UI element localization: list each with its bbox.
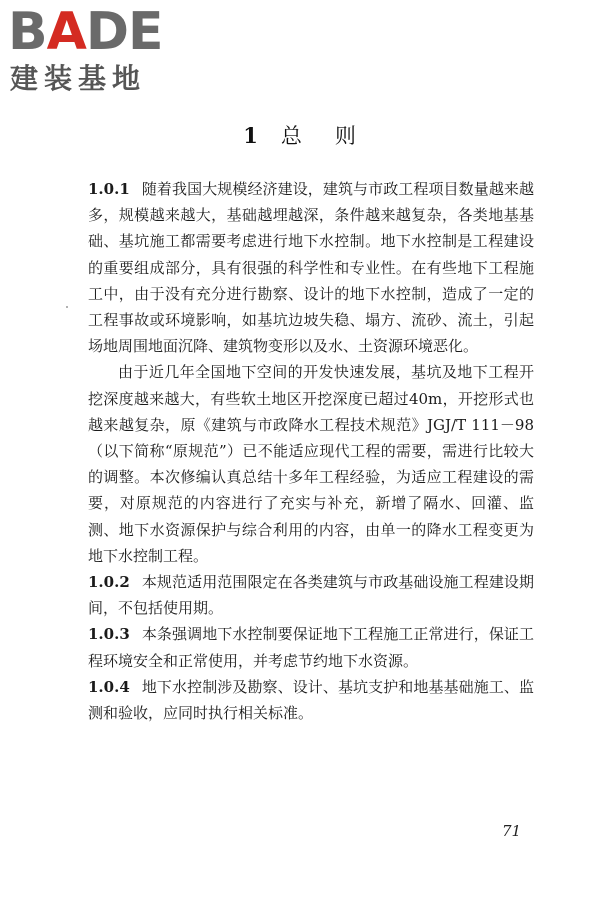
clause-text: 本条强调地下水控制要保证地下工程施工正常进行，保证工程环境安全和正常使用，并考虑节约地下水资源。 [88,625,534,670]
logo-letters-de: DE [85,2,163,62]
clause-number: 1.0.3 [88,625,130,644]
clause-1-0-3 [88,621,534,673]
clause-1-0-1-continuation: 由于近几年全国地下空间的开发快速发展，基坑及地下工程开挖深度越来越大，有些软土地区开挖深度已超过40m，开挖形式也越来越复杂，原《建筑与市政降水工程技术规范》JGJ/T 111－98（以下简称“原规范”）已不能适应现代工程的需要，需进行比较大的调整。本次修编认真总结十多年工程经验，为适应工程建设的需要，对原规范的内容进行了充实与补充，新增了隔水、回灌、监测、地下水资源保护与综合利用的内容，由单一的降水工程变更为地下水控制工程。 [88,363,534,565]
chapter-title-char-2: 则 [334,124,357,148]
clause-text: 本规范适用范围限定在各类建筑与市政基础设施工程建设期间，不包括使用期。 [88,573,534,618]
clause-text: 随着我国大规模经济建设，建筑与市政工程项目数量越来越多，规模越来越大，基础越埋越深，条件越来越复杂，各类地基基础、基坑施工都需要考虑进行地下水控制。地下水控制是工程建设的重要组成部分，具有很强的科学性和专业性。在有些地下工程施工中，由于没有充分进行勘察、设计的地下水控制，造成了一定的工程事故或环境影响，如基坑边坡失稳、塌方、流砂、流土，引起场地周围地面沉降、建筑物变形以及水、土资源环境恶化。 [88,180,534,356]
document-body [88,176,534,726]
chapter-number: 1 [243,123,259,148]
clause-number: 1.0.4 [88,677,130,696]
clause-1-0-2 [88,569,534,621]
logo-letter-b: B [8,2,47,62]
logo-letter-a: A [46,2,86,62]
clause-number: 1.0.2 [88,573,130,592]
clause-text: 地下水控制涉及勘察、设计、基坑支护和地基基础施工、监测和验收，应同时执行相关标准。 [88,677,534,723]
page-number: 71 [502,822,522,840]
clause-1-0-1 [88,176,534,359]
logo-wordmark [8,2,163,62]
bade-logo [8,2,178,98]
scan-speck [66,306,68,308]
clause-number: 1.0.1 [88,180,130,198]
chapter-title-char-1: 总 [280,124,303,148]
chapter-title [0,122,600,150]
clause-1-0-4 [88,674,534,726]
logo-subtitle: 建装基地 [10,62,147,95]
